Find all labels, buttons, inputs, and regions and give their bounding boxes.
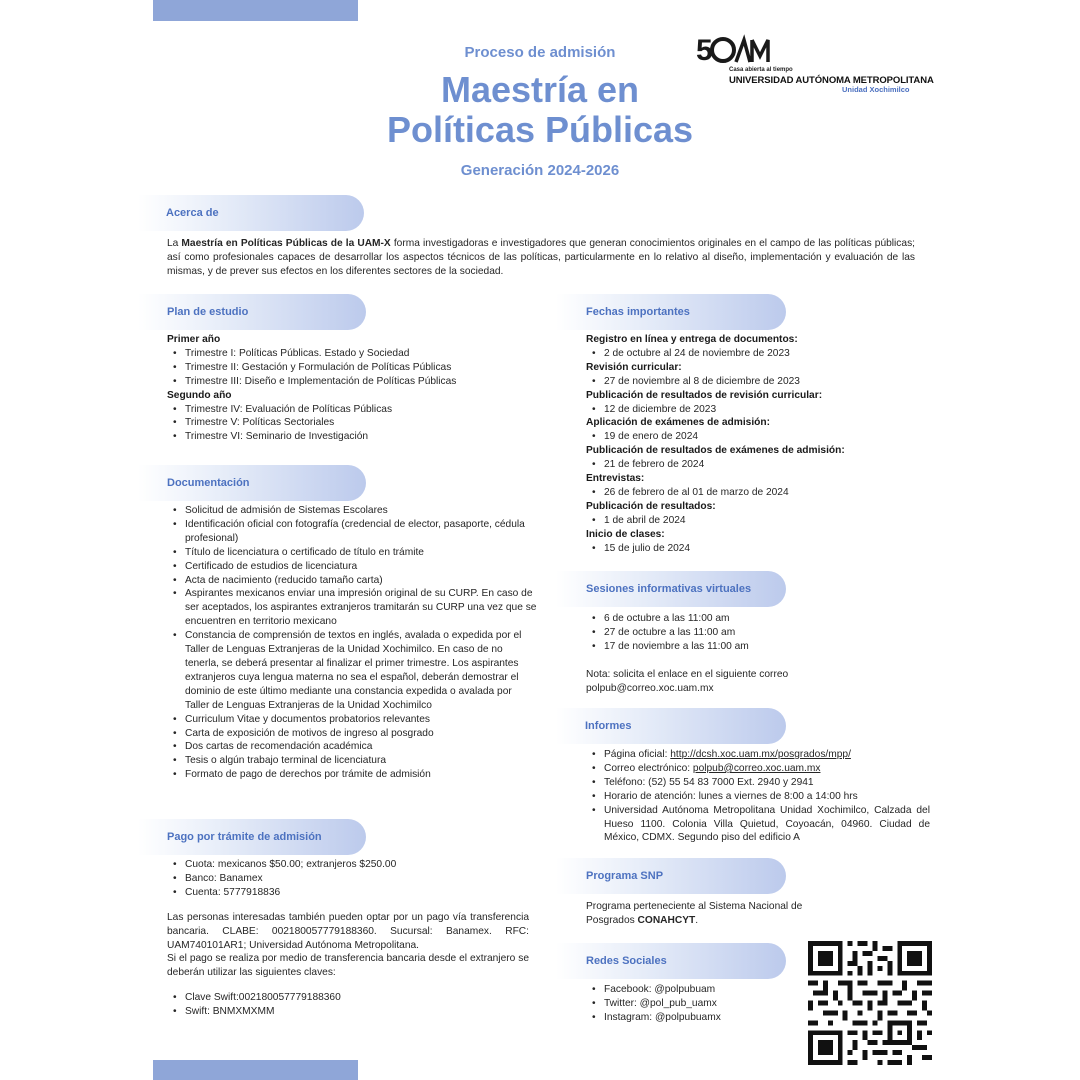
- list-item: • Identificación oficial con fotografía (credencial de elector, pasaporte, cédula profesional): [167, 518, 537, 546]
- top-accent-bar: [153, 0, 358, 21]
- bottom-accent-bar: [153, 1060, 358, 1080]
- logo-university-name: UNIVERSIDAD AUTÓNOMA METROPOLITANA: [729, 75, 934, 86]
- list-item: • Carta de exposición de motivos de ingreso al posgrado: [167, 727, 537, 741]
- list-item: • Universidad Autónoma Metropolitana Unidad Xochimilco, Calzada del Hueso 1100. Colonia Villa Quietud, Coyoacán, 04960. Ciudad de México, CDMX. Segundo piso del edificio A: [586, 804, 930, 846]
- list-item: • 27 de octubre a las 11:00 am: [586, 626, 926, 640]
- date-value: • 1 de abril de 2024: [586, 514, 926, 528]
- year-2-label: Segundo año: [167, 389, 232, 401]
- list-item: • Trimestre II: Gestación y Formulación de Políticas Públicas: [167, 361, 537, 375]
- section-header-dates: [556, 294, 786, 330]
- section-title: Pago por trámite de admisión: [167, 831, 322, 843]
- section-title: Plan de estudio: [167, 306, 249, 318]
- social-list: [586, 983, 806, 1025]
- section-header-about: [138, 195, 364, 231]
- info-list: [586, 748, 930, 845]
- list-item: • Horario de atención: lunes a viernes de 8:00 a 14:00 hrs: [586, 790, 930, 804]
- section-title: Redes Sociales: [586, 955, 667, 967]
- section-header-snp: [556, 858, 786, 894]
- section-title: Fechas importantes: [586, 306, 690, 318]
- qr-code-icon[interactable]: [808, 941, 932, 1065]
- list-item: • Clave Swift:002180057779188360: [167, 991, 529, 1005]
- list-item: • Trimestre IV: Evaluación de Políticas Públicas: [167, 403, 537, 417]
- uam-50-logo-icon: [696, 34, 778, 68]
- list-item: • Trimestre I: Políticas Públicas. Estado y Sociedad: [167, 347, 537, 361]
- list-item: • Aspirantes mexicanos enviar una impresión original de su CURP. En caso de ser aceptados, los aspirantes extranjeros tramitarán su CURP una vez que se encuentren en territorio mexicano: [167, 587, 537, 629]
- date-label: Publicación de resultados:: [586, 500, 716, 512]
- date-value: • 21 de febrero de 2024: [586, 458, 926, 472]
- program-name: Maestría en Políticas Públicas de la UAM-X: [181, 238, 391, 249]
- date-label: Aplicación de exámenes de admisión:: [586, 417, 771, 429]
- list-item: • 6 de octubre a las 11:00 am: [586, 612, 926, 626]
- list-item: • Formato de pago de derechos por trámite de admisión: [167, 768, 537, 782]
- section-title: Programa SNP: [586, 870, 664, 882]
- docs-list: [167, 504, 537, 782]
- list-item: • Trimestre V: Políticas Sectoriales: [167, 416, 537, 430]
- date-value: • 12 de diciembre de 2023: [586, 403, 926, 417]
- list-item: • Solicitud de admisión de Sistemas Escolares: [167, 504, 537, 518]
- foreign-transfer-paragraph: Si el pago se realiza por medio de transferencia bancaria desde el extranjero se deberán utilizar las siguientes claves:: [167, 953, 529, 979]
- title-line-1: Maestría en: [440, 69, 640, 110]
- list-item: • Banco: Banamex: [167, 872, 529, 886]
- list-item: • Tesis o algún trabajo terminal de licenciatura: [167, 754, 537, 768]
- date-label: Inicio de clases:: [586, 528, 665, 540]
- list-item: • Teléfono: (52) 55 54 83 7000 Ext. 2940 y 2941: [586, 776, 930, 790]
- list-item: • Dos cartas de recomendación académica: [167, 740, 537, 754]
- list-item: • Swift: BNMXMXMM: [167, 1005, 529, 1019]
- date-value: • 19 de enero de 2024: [586, 430, 926, 444]
- list-item: • Correo electrónico: polpub@correo.xoc.uam.mx: [586, 762, 930, 776]
- logo-unit-name: Unidad Xochimilco: [842, 85, 910, 94]
- title-line-2: Políticas Públicas: [386, 109, 694, 150]
- list-item: • Página oficial: http://dcsh.xoc.uam.mx/posgrados/mpp/: [586, 748, 930, 762]
- transfer-paragraph: Las personas interesadas también pueden optar por un pago vía transferencia bancaria. CLABE: 002180057779188360. Sucursal: Banamex. RFC: UAM740101AR1; Universidad Autónoma Metropolitana.: [167, 911, 529, 951]
- date-label: Registro en línea y entrega de documentos:: [586, 334, 798, 345]
- section-header-sessions: [556, 571, 786, 607]
- kicker-title: Proceso de admisión: [464, 44, 616, 61]
- snp-paragraph: Programa perteneciente al Sistema Nacional de Posgrados CONAHCYT.: [586, 901, 803, 926]
- section-header-social: [556, 943, 786, 979]
- section-title: Documentación: [167, 477, 250, 489]
- logo-motto: Casa abierta al tiempo: [729, 67, 793, 73]
- section-header-docs: [138, 465, 366, 501]
- list-item: • Facebook: @polpubuam: [586, 983, 806, 997]
- sessions-note: Nota: solicita el enlace en el siguiente correo: [586, 668, 789, 680]
- uam-logo: [696, 34, 934, 98]
- list-item: • Certificado de estudios de licenciatura: [167, 560, 537, 574]
- list-item: • 17 de noviembre a las 11:00 am: [586, 640, 926, 654]
- date-value: • 26 de febrero de al 01 de marzo de 2024: [586, 486, 926, 500]
- date-value: • 2 de octubre al 24 de noviembre de 2023: [586, 347, 926, 361]
- plan-list: [167, 333, 537, 444]
- payment-block: [167, 858, 529, 1019]
- about-paragraph: La Maestría en Políticas Públicas de la UAM-X forma investigadoras e investigadores que generan conocimientos originales en el campo de las políticas públicas; así como profesionales capaces de desarrollar los aspectos técnicos de las políticas, particularmente en lo relativo al diseño, implementación y evaluación de las mismas, y de prever sus efectos en los diferentes sectores de la sociedad.: [167, 238, 915, 277]
- sessions-email: polpub@correo.xoc.uam.mx: [586, 682, 714, 694]
- section-title: Informes: [585, 720, 632, 732]
- date-label: Entrevistas:: [586, 473, 645, 485]
- section-header-info: [556, 708, 786, 744]
- section-title: Acerca de: [166, 207, 219, 219]
- list-item: • Cuenta: 5777918836: [167, 886, 529, 900]
- email-link[interactable]: polpub@correo.xoc.uam.mx: [692, 762, 821, 774]
- list-item: • Twitter: @pol_pub_uamx: [586, 997, 806, 1011]
- website-link[interactable]: http://dcsh.xoc.uam.mx/posgrados/mpp/: [670, 749, 851, 760]
- list-item: • Título de licenciatura o certificado de título en trámite: [167, 546, 537, 560]
- list-item: • Acta de nacimiento (reducido tamaño carta): [167, 574, 537, 588]
- page-title: [340, 70, 740, 150]
- list-item: • Instagram: @polpubuamx: [586, 1011, 806, 1025]
- list-item: • Trimestre VI: Seminario de Investigación: [167, 430, 537, 444]
- section-header-plan: [138, 294, 366, 330]
- list-item: • Curriculum Vitae y documentos probatorios relevantes: [167, 713, 537, 727]
- date-label: Publicación de resultados de exámenes de admisión:: [586, 445, 845, 457]
- date-label: Revisión curricular:: [586, 361, 682, 373]
- list-item: • Trimestre III: Diseño e Implementación de Políticas Públicas: [167, 375, 537, 389]
- generation-subtitle: Generación 2024-2026: [460, 162, 620, 179]
- list-item: • Cuota: mexicanos $50.00; extranjeros $250.00: [167, 858, 529, 872]
- svg-text:5: 5: [696, 34, 713, 67]
- dates-list: [586, 333, 926, 556]
- section-header-payment: [138, 819, 366, 855]
- section-title: Sesiones informativas virtuales: [586, 583, 752, 595]
- year-1-label: Primer año: [167, 334, 221, 345]
- date-value: • 27 de noviembre al 8 de diciembre de 2023: [586, 375, 926, 389]
- date-value: • 15 de julio de 2024: [586, 542, 926, 556]
- list-item: • Constancia de comprensión de textos en inglés, avalada o expedida por el Taller de Lenguas Extranjeras de la Unidad Xochimilco. En caso de no tenerla, se deberá presentar al finalizar el primer trimestre. Los aspirantes extranjeros cuya lengua materna no sea el español, deberán demostrar el dominio de este último mediante una constancia expedida o avalada por Taller de Lenguas Extranjeras de la Unidad Xochimilco: [167, 629, 537, 712]
- sessions-block: [586, 612, 926, 696]
- date-label: Publicación de resultados de revisión curricular:: [586, 389, 823, 401]
